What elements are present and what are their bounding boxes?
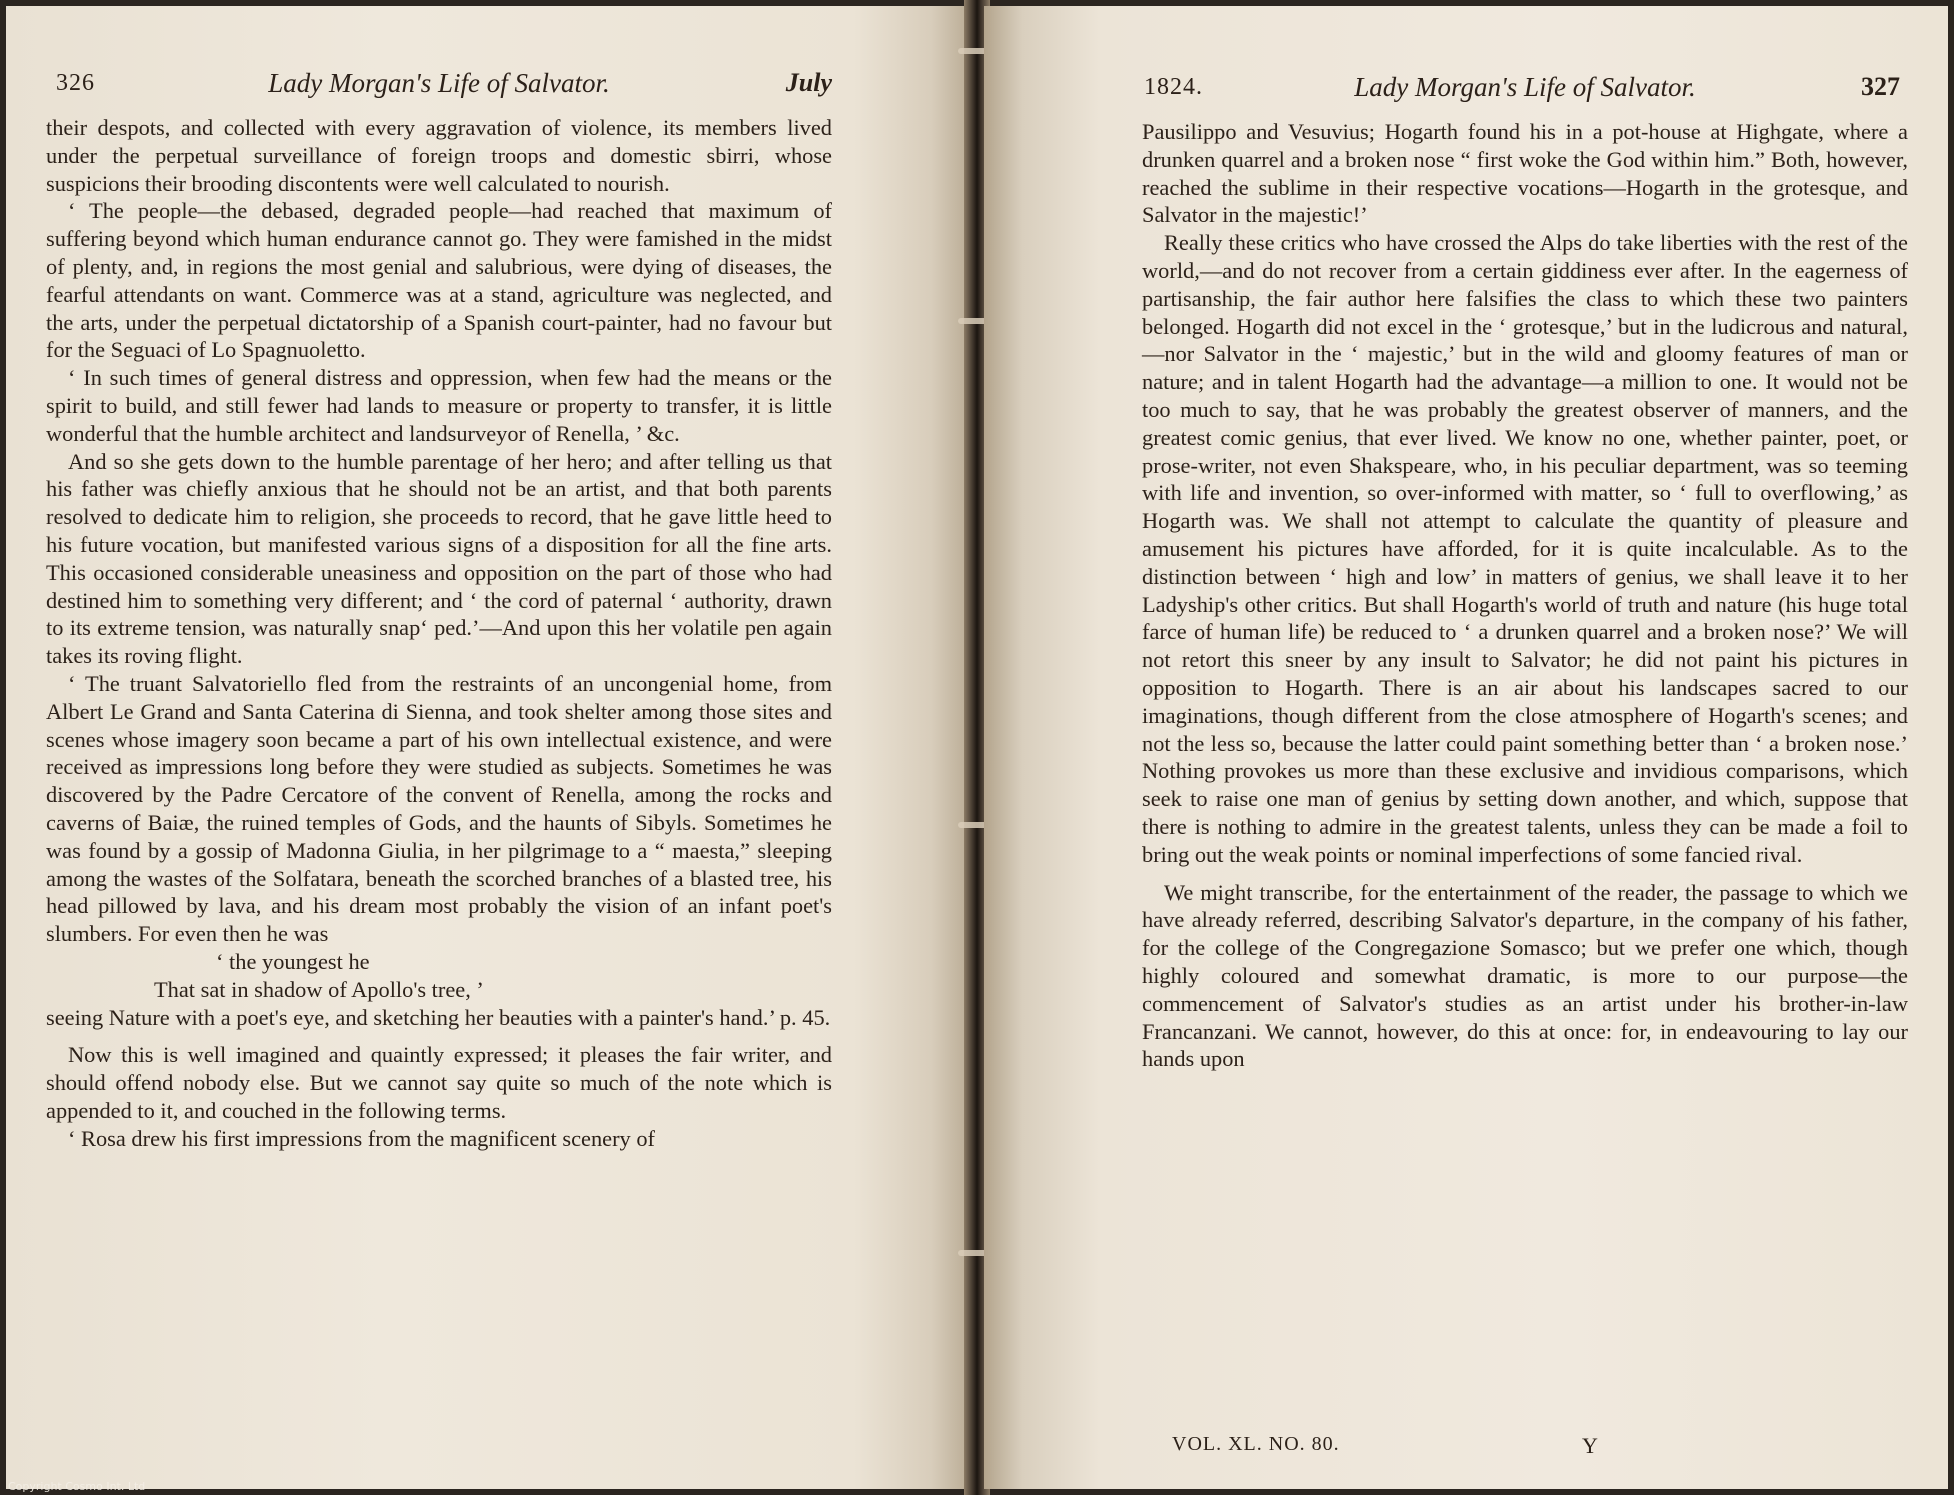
left-paragraph: ‘ Rosa drew his first impressions from the magnificent scenery of [68, 1125, 655, 1151]
left-running-title [46, 68, 832, 99]
right-page [984, 6, 1948, 1489]
left-running-head [46, 64, 832, 104]
left-paragraph: ‘ In such times of general distress and oppression, when few had the means or the spirit to build, and still fewer had lands to measure or property to transfer, it is little wonderful that the humble architect and landsurveyor of Renella, ’ &c. [46, 365, 832, 446]
right-paragraph: Really these critics who have crossed the Alps do take liberties with the rest of the world,—and do not recover from a certain giddiness ever after. In the eagerness of partisanship, the fair author here falsifies the class to which these two painters belonged. Hogarth did not excel in the ‘ grotesque,’ but in the ludicrous and natural,—nor Salvator in the ‘ majestic,’ but in the wild and gloomy features of man or nature; and in talent Hogarth had the advantage—a million to one. It would not be too much to say, that he was probably the greatest observer of manners, and the greatest comic genius, that ever lived. We know no one, whether painter, poet, or prose-writer, not even Shakspeare, who, in his peculiar department, was so teeming with life and invention, so over-informed with matter, so ‘ full to overflowing,’ as Hogarth was. We shall not attempt to calculate the quantity of pleasure and amusement his pictures have afforded, for it is quite incalculable. As to the distinction between ‘ high and low’ in matters of genius, we shall leave it to her Ladyship's other critics. But shall Hogarth's world of truth and nature (his huge total farce of human life) be reduced to ‘ a drunken quarrel and a broken nose?’ We will not retort this sneer by any insult to Salvator; he did not paint his pictures in opposition to Hogarth. There is an air about his landscapes sacred to our imaginations, though different from the close atmosphere of Hogarth's scenes; and not the less so, because the latter could paint something better than ‘ a broken nose.’ Nothing provokes us more than these exclusive and invidious comparisons, which seek to raise one man of genius by setting down another, and which, suppose that there is nothing to admire in the greatest talents, unless they can be made a foil to bring out the weak points or nominal imperfections of some fancied rival. [1142, 230, 1908, 867]
right-running-title [1142, 72, 1908, 103]
left-title-prefix: Lady Morgan's [268, 68, 438, 98]
right-year: 1824. [1144, 74, 1203, 100]
right-running-head [1142, 68, 1908, 108]
volume-number: VOL. XL. NO. 80. [1172, 1433, 1340, 1455]
right-paragraph: Pausilippo and Vesuvius; Hogarth found his in a pot-house at Highgate, where a drunken quarrel and a broken nose “ first woke the God within him.” Both, however, reached the sublime in their respective vocations—Hogarth in the grotesque, and Salvator in the majestic!’ [1142, 119, 1908, 228]
right-page-number: 327 [1861, 72, 1900, 101]
left-paragraph: ‘ The people—the debased, degraded people—had reached that maximum of suffering beyond which human endurance cannot go. They were famished in the midst of plenty, and, in regions the most genial and salubrious, were dying of diseases, the fearful attendants on want. Commerce was at a stand, agriculture was neglected, and the arts, under the perpetual dictatorship of a Spanish court-painter, had no favour but for the Seguaci of Lo Spagnuoletto. [46, 198, 832, 363]
signature-mark: Y [1582, 1433, 1598, 1458]
left-paragraph: ‘ The truant Salvatoriello fled from the restraints of an uncongenial home, from Albert Le Grand and Santa Caterina di Sienna, and took shelter among those sites and scenes whose imagery soon became a part of his own intellectual existence, and were received as impressions long before they were studied as subjects. Sometimes he was discovered by the Padre Cercatore of the convent of Renella, among the rocks and caverns of Baiæ, the ruined temples of Gods, and the haunts of Sibyls. Sometimes he was found by a gossip of Madonna Giulia, in her pilgrimage to a “ maesta,” sleeping among the wastes of the Solfatara, beneath the scorched branches of a blasted tree, his head pillowed by lava, and his dream most probably the vision of an infant poet's slumbers. For even then he was [46, 670, 832, 947]
left-paragraph: seeing Nature with a poet's eye, and sketching her beauties with a painter's hand.’ p. 45. [46, 1004, 831, 1030]
left-month: July [785, 68, 832, 97]
verse-line: ‘ the youngest he [216, 948, 370, 974]
left-page-number: 326 [56, 70, 95, 96]
right-footer [1142, 1433, 1908, 1463]
left-paragraph: Now this is well imagined and quaintly expressed; it pleases the fair writer, and should offend nobody else. But we cannot say quite so much of the note which is appended to it, and couched in the following terms. [46, 1042, 832, 1123]
left-body-text [46, 114, 832, 1152]
left-page [6, 6, 970, 1489]
copyright-watermark: Copyright Cosmo Int. Ltd [8, 1480, 146, 1493]
left-title-italic: Life of Salvator. [438, 68, 610, 98]
right-paragraph: We might transcribe, for the entertainment of the reader, the passage to which we have already referred, describing Salvator's departure, in the company of his father, for the college of the Congregazione Somasco; but we prefer one which, though highly coloured and somewhat dramatic, is more to our purpose—the commencement of Salvator's studies as an artist under his brother-in-law Francanzani. We cannot, however, do this at once: for, in endeavouring to lay our hands upon [1142, 879, 1908, 1072]
left-paragraph: their despots, and collected with every aggravation of violence, its members lived under the perpetual surveillance of foreign troops and domestic sbirri, whose suspicions their brooding discontents were well calculated to nourish. [46, 115, 832, 196]
verse-line: That sat in shadow of Apollo's tree, ’ [154, 976, 484, 1002]
left-paragraph: And so she gets down to the humble parentage of her hero; and after telling us that his father was chiefly anxious that he should not be an artist, and that both parents resolved to dedicate him to religion, she proceeds to record, that he gave little heed to his future vocation, but manifested various signs of a disposition for all the fine arts. This occasioned considerable uneasiness and opposition on the part of those who had destined him to something very different; and ‘ the cord of paternal ‘ authority, drawn to its extreme tension, was naturally snap‘ ped.’—And upon this her volatile pen again takes its roving flight. [46, 448, 832, 669]
right-title-prefix: Lady Morgan's [1354, 72, 1524, 102]
right-body-text [1142, 118, 1908, 1073]
right-title-italic: Life of Salvator. [1524, 72, 1696, 102]
